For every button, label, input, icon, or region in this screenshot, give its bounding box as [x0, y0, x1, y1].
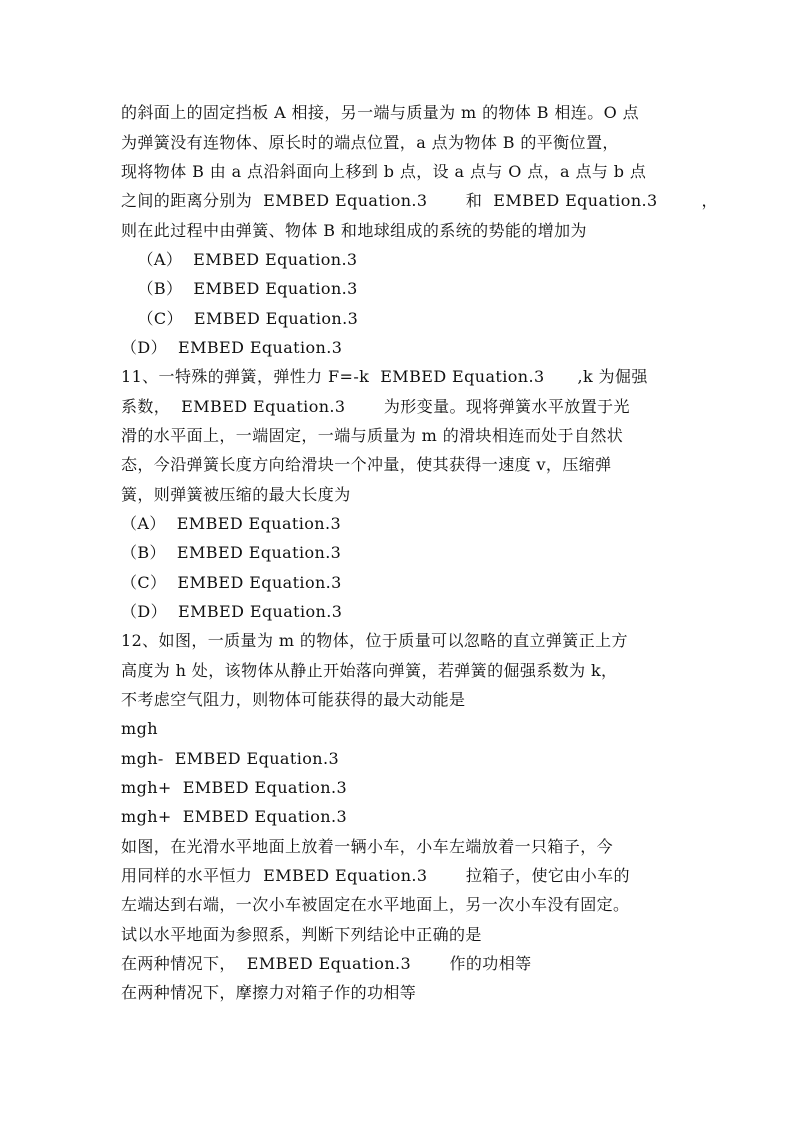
- text-line: 之间的距离分别为 EMBED Equation.3 和 EMBED Equation.3 ，: [121, 191, 718, 210]
- option-line: mgh- EMBED Equation.3: [121, 749, 340, 768]
- option-line: mgh+ EMBED Equation.3: [121, 807, 348, 826]
- text-line: 试以水平地面为参照系，判断下列结论中正确的是: [121, 925, 482, 944]
- text-line: 用同样的水平恒力 EMBED Equation.3 拉箱子，使它由小车的: [121, 866, 630, 885]
- text-line: 系数， EMBED Equation.3 为形变量。现将弹簧水平放置于光: [121, 397, 630, 416]
- option-line: （A） EMBED Equation.3: [121, 250, 358, 269]
- option-line: mgh: [121, 719, 158, 738]
- text-line: 态，今沿弹簧长度方向给滑块一个冲量，使其获得一速度 v，压缩弹: [121, 455, 612, 474]
- option-line: 在两种情况下，摩擦力对箱子作的功相等: [121, 983, 417, 1002]
- text-line: 不考虑空气阻力，则物体可能获得的最大动能是: [121, 690, 466, 709]
- text-line: 为弹簧没有连物体、原长时的端点位置，a 点为物体 B 的平衡位置，: [121, 133, 619, 152]
- text-line: 高度为 h 处，该物体从静止开始落向弹簧，若弹簧的倔强系数为 k，: [121, 661, 618, 680]
- text-line: 则在此过程中由弹簧、物体 B 和地球组成的系统的势能的增加为: [121, 221, 587, 240]
- option-line: （C） EMBED Equation.3: [121, 309, 359, 328]
- text-line: 簧，则弹簧被压缩的最大长度为: [121, 485, 351, 504]
- option-line: mgh+ EMBED Equation.3: [121, 778, 348, 797]
- option-line: （B） EMBED Equation.3: [121, 543, 342, 562]
- text-line: 滑的水平面上，一端固定，一端与质量为 m 的滑块相连而处于自然状: [121, 426, 624, 445]
- text-line: 现将物体 B 由 a 点沿斜面向上移到 b 点，设 a 点与 O 点，a 点与 b 点: [121, 162, 647, 181]
- text-line: 的斜面上的固定挡板 A 相接，另一端与质量为 m 的物体 B 相连。O 点: [121, 103, 640, 122]
- option-line: （C） EMBED Equation.3: [121, 573, 342, 592]
- option-line: （A） EMBED Equation.3: [121, 514, 342, 533]
- option-line: （D） EMBED Equation.3: [121, 338, 343, 357]
- question-12-line: 12、如图，一质量为 m 的物体，位于质量可以忽略的直立弹簧正上方: [121, 631, 628, 650]
- option-line: （D） EMBED Equation.3: [121, 602, 343, 621]
- text-line: 左端达到右端，一次小车被固定在水平地面上，另一次小车没有固定。: [121, 895, 630, 914]
- option-line: 在两种情况下， EMBED Equation.3 作的功相等: [121, 954, 532, 973]
- option-line: （B） EMBED Equation.3: [121, 279, 358, 298]
- question-11-line: 11、一特殊的弹簧，弹性力 F=-k EMBED Equation.3 ,k 为倔强: [121, 367, 648, 386]
- question-13-line: 如图，在光滑水平地面上放着一辆小车，小车左端放着一只箱子，今: [121, 837, 614, 856]
